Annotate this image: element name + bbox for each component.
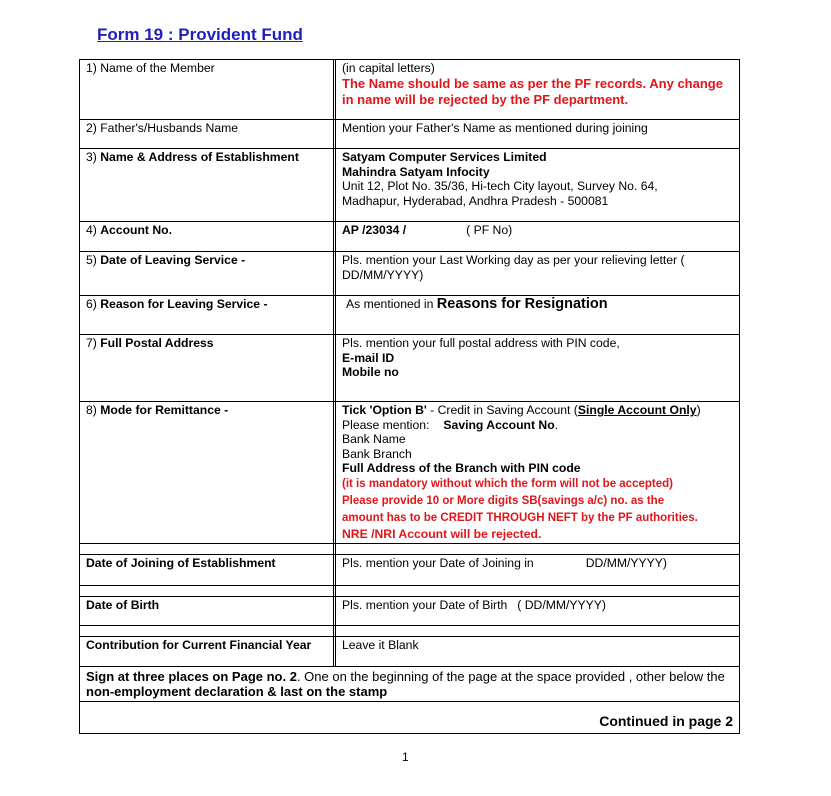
capital-letters-hint: (in capital letters)	[342, 61, 435, 75]
value-leaving-reason[interactable]: As mentioned in Reasons for Resignation	[336, 296, 740, 335]
row-dob	[80, 597, 740, 626]
row-leaving-date	[80, 252, 740, 296]
label-contribution: Contribution for Current Financial Year	[80, 637, 334, 667]
row-remittance	[80, 402, 740, 544]
label-dob: Date of Birth	[80, 597, 334, 626]
row-continued	[80, 702, 740, 734]
row-joining-date	[80, 555, 740, 586]
value-joining-date[interactable]: Pls. mention your Date of Joining in DD/MM/YYYY)	[336, 555, 740, 586]
label-establishment: 3) Name & Address of Establishment	[80, 149, 334, 222]
row-establishment	[80, 149, 740, 222]
label-remittance: 8) Mode for Remittance -	[80, 402, 334, 544]
row-father-name	[80, 120, 740, 149]
label-father-name: 2) Father's/Husbands Name	[80, 120, 334, 149]
value-postal-address[interactable]: Pls. mention your full postal address with PIN code, E-mail ID Mobile no	[336, 335, 740, 402]
form-title: Form 19 : Provident Fund	[97, 25, 303, 44]
value-leaving-date[interactable]: Pls. mention your Last Working day as per your relieving letter ( DD/MM/YYYY)	[336, 252, 740, 296]
value-member-name[interactable]	[336, 60, 740, 120]
value-father-name[interactable]: Mention your Father's Name as mentioned during joining	[336, 120, 740, 149]
form-table	[79, 59, 740, 734]
value-account-no[interactable]: AP /23034 / ( PF No)	[336, 222, 740, 252]
name-warning: The Name should be same as per the PF records. Any change in name will be rejected by the PF department.	[342, 75, 723, 107]
value-remittance[interactable]: Tick 'Option B' - Credit in Saving Account (Single Account Only) Please mention: Saving Account No. Bank Name Bank Branch Full Address of the Branch with PIN code (it is mandatory without which the form will not be accepted) Please provide 10 or More digits SB(savings a/c) no. as the amount has to be CREDIT THROUGH NEFT by the PF authorities. NRE /NRI Account will be rejected.	[336, 402, 740, 544]
value-dob[interactable]: Pls. mention your Date of Birth ( DD/MM/YYYY)	[336, 597, 740, 626]
row-account-no	[80, 222, 740, 252]
label-postal-address: 7) Full Postal Address	[80, 335, 334, 402]
row-leaving-reason	[80, 296, 740, 335]
continued-note: Continued in page 2	[80, 702, 740, 734]
label-member-name: 1) Name of the Member	[80, 60, 334, 120]
email-field: E-mail ID	[342, 350, 395, 365]
label-joining-date: Date of Joining of Establishment	[80, 555, 334, 586]
sign-instructions: Sign at three places on Page no. 2. One on the beginning of the page at the space provided , other below the non-employment declaration & last on the stamp	[80, 667, 740, 702]
row-contribution	[80, 637, 740, 667]
label-leaving-date: 5) Date of Leaving Service -	[80, 252, 334, 296]
value-contribution: Leave it Blank	[336, 637, 740, 667]
page-number: 1	[402, 750, 409, 764]
value-establishment: Satyam Computer Services Limited Mahindra Satyam Infocity Unit 12, Plot No. 35/36, Hi-tech City layout, Survey No. 64, Madhapur, Hyderabad, Andhra Pradesh - 500081	[336, 149, 740, 222]
row-postal-address	[80, 335, 740, 402]
label-leaving-reason: 6) Reason for Leaving Service -	[80, 296, 334, 335]
label-account-no: 4) Account No.	[80, 222, 334, 252]
row-member-name	[80, 60, 740, 120]
row-sign-instructions	[80, 667, 740, 702]
mobile-field: Mobile no	[342, 365, 399, 379]
